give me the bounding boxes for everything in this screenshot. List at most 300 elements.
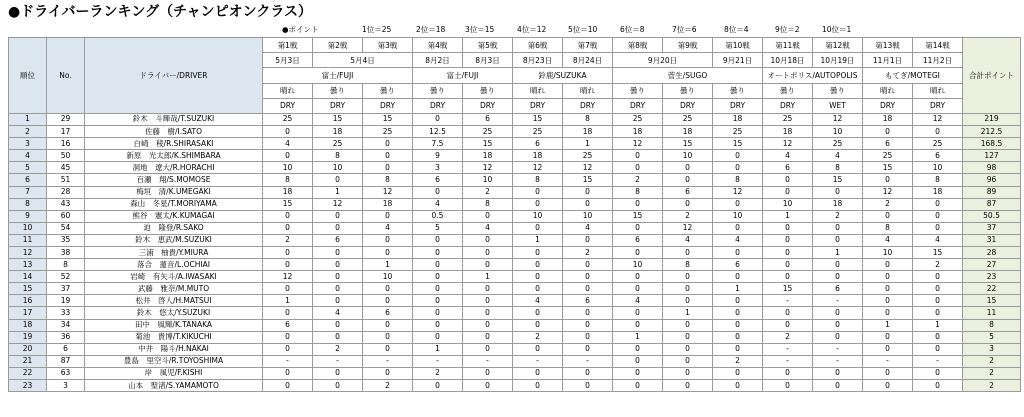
points-cell: 8 <box>913 174 963 186</box>
total-cell: 11 <box>963 307 1021 319</box>
points-cell: 0 <box>713 198 763 210</box>
points-cell: 18 <box>463 150 513 162</box>
points-cell: 0 <box>613 162 663 174</box>
car-number-cell: 52 <box>47 271 85 283</box>
points-cell: 6 <box>263 319 313 331</box>
points-cell: 0 <box>713 343 763 355</box>
points-cell: 0 <box>263 367 313 379</box>
points-cell: 0 <box>513 283 563 295</box>
header-surface: DRY <box>763 98 813 113</box>
header-surface: DRY <box>413 98 463 113</box>
header-weather: 曇り <box>313 83 363 98</box>
points-cell: 6 <box>913 150 963 162</box>
car-number-cell: 35 <box>47 234 85 246</box>
points-cell: 0 <box>863 126 913 138</box>
table-row <box>9 283 1021 295</box>
points-cell: 0 <box>663 355 713 367</box>
points-cell: 0 <box>763 271 813 283</box>
driver-cell: 鈴木 恵武/M.SUZUKI <box>85 234 263 246</box>
points-cell: - <box>863 355 913 367</box>
points-cell: 15 <box>363 113 413 125</box>
points-cell: 0 <box>463 331 513 343</box>
points-cell: 8 <box>513 174 563 186</box>
points-cell: 0 <box>363 162 413 174</box>
rank-cell: 3 <box>9 138 47 150</box>
points-cell: 2 <box>863 198 913 210</box>
table-row <box>9 174 1021 186</box>
points-cell: 12 <box>363 186 413 198</box>
points-cell: - <box>513 355 563 367</box>
header-date: 11月2日 <box>913 53 963 68</box>
header-weather: 曇り <box>463 83 513 98</box>
points-legend-item: 9位＝2 <box>775 25 800 34</box>
points-cell: 10 <box>863 246 913 258</box>
points-cell: 0 <box>613 307 663 319</box>
car-number-cell: 8 <box>47 259 85 271</box>
points-cell: 2 <box>763 331 813 343</box>
points-cell: 0 <box>813 222 863 234</box>
points-cell: 12 <box>913 113 963 125</box>
header-round: 第7戦 <box>563 38 613 53</box>
points-legend-item: 6位＝8 <box>620 25 645 34</box>
points-cell: 0 <box>363 138 413 150</box>
points-cell: - <box>413 355 463 367</box>
driver-cell: 中井 陽斗/H.NAKAI <box>85 343 263 355</box>
car-number-cell: 60 <box>47 210 85 222</box>
car-number-cell: 34 <box>47 319 85 331</box>
table-row <box>9 367 1021 379</box>
points-cell: 8 <box>713 174 763 186</box>
points-cell: 0 <box>613 343 663 355</box>
points-cell: 0 <box>563 283 613 295</box>
points-cell: 10 <box>763 198 813 210</box>
total-cell: 96 <box>963 174 1021 186</box>
table-row <box>9 355 1021 367</box>
points-cell: - <box>563 355 613 367</box>
total-cell: 23 <box>963 271 1021 283</box>
points-cell: 0 <box>713 331 763 343</box>
points-cell: 6 <box>713 259 763 271</box>
points-cell: 0 <box>563 343 613 355</box>
points-cell: 0 <box>863 295 913 307</box>
points-cell: 9 <box>413 150 463 162</box>
driver-cell: 森山 冬星/T.MORIYAMA <box>85 198 263 210</box>
points-cell: 0 <box>763 367 813 379</box>
header-venue: 富士/FUJI <box>413 68 513 83</box>
points-cell: 0 <box>263 210 313 222</box>
points-cell: 1 <box>713 283 763 295</box>
points-cell: 15 <box>663 138 713 150</box>
header-surface: DRY <box>263 98 313 113</box>
points-cell: 0 <box>463 307 513 319</box>
header-round: 第13戦 <box>863 38 913 53</box>
points-cell: 12 <box>713 186 763 198</box>
total-cell: 15 <box>963 295 1021 307</box>
header-venue: オートポリス/AUTOPOLIS <box>763 68 863 83</box>
table-row <box>9 222 1021 234</box>
points-cell: 0 <box>413 234 463 246</box>
points-cell: 1 <box>863 319 913 331</box>
driver-cell: 豊島 里空斗/R.TOYOSHIMA <box>85 355 263 367</box>
rank-cell: 4 <box>9 150 47 162</box>
points-legend-item: 10位＝1 <box>822 25 852 34</box>
points-cell: 0 <box>313 367 363 379</box>
header-date: 8月3日 <box>463 53 513 68</box>
points-cell: 25 <box>363 126 413 138</box>
points-cell: 0 <box>263 283 313 295</box>
table-row <box>9 271 1021 283</box>
car-number-cell: 54 <box>47 222 85 234</box>
driver-cell: 佐藤 樹/I.SATO <box>85 126 263 138</box>
points-cell: 0 <box>313 380 363 392</box>
points-cell: 0 <box>713 150 763 162</box>
points-cell: - <box>363 355 413 367</box>
points-cell: 25 <box>563 150 613 162</box>
points-cell: 2 <box>313 343 363 355</box>
points-cell: 0 <box>463 380 513 392</box>
points-cell: 1 <box>913 319 963 331</box>
points-cell: 25 <box>313 138 363 150</box>
rank-cell: 11 <box>9 234 47 246</box>
rank-cell: 18 <box>9 319 47 331</box>
rank-cell: 7 <box>9 186 47 198</box>
points-cell: 0 <box>663 367 713 379</box>
header-surface: DRY <box>913 98 963 113</box>
points-cell: 6 <box>813 283 863 295</box>
table-row <box>9 331 1021 343</box>
standings-table <box>8 37 1021 392</box>
points-cell: 8 <box>863 222 913 234</box>
points-cell: 4 <box>563 222 613 234</box>
points-cell: 25 <box>513 126 563 138</box>
points-cell: 0 <box>763 222 813 234</box>
points-legend-item: 5位＝10 <box>568 25 598 34</box>
header-surface: DRY <box>513 98 563 113</box>
points-cell: 0 <box>913 271 963 283</box>
points-cell: 25 <box>263 113 313 125</box>
total-cell: 2 <box>963 367 1021 379</box>
points-cell: 0 <box>613 380 663 392</box>
points-cell: 18 <box>363 198 413 210</box>
points-cell: 2 <box>263 234 313 246</box>
header-round: 第6戦 <box>513 38 563 53</box>
driver-cell: 田中 風輝/K.TANAKA <box>85 319 263 331</box>
points-cell: 10 <box>463 174 513 186</box>
header-round: 第11戦 <box>763 38 813 53</box>
points-cell: 2 <box>913 259 963 271</box>
header-weather: 曇り <box>413 83 463 98</box>
rank-cell: 15 <box>9 283 47 295</box>
points-cell: 0 <box>913 198 963 210</box>
points-cell: 0 <box>413 331 463 343</box>
points-cell: 0 <box>913 367 963 379</box>
points-cell: 0 <box>413 319 463 331</box>
points-cell: 0 <box>613 367 663 379</box>
header-no: No. <box>47 38 85 114</box>
points-cell: 15 <box>513 113 563 125</box>
header-round: 第5戦 <box>463 38 513 53</box>
points-cell: 6 <box>563 295 613 307</box>
points-cell: 0 <box>263 331 313 343</box>
table-row <box>9 113 1021 125</box>
points-cell: 6 <box>463 113 513 125</box>
total-cell: 8 <box>963 319 1021 331</box>
points-cell: 10 <box>813 126 863 138</box>
car-number-cell: 19 <box>47 295 85 307</box>
points-cell: 0 <box>363 367 413 379</box>
header-surface: DRY <box>863 98 913 113</box>
header-weather: 曇り <box>663 83 713 98</box>
table-row <box>9 295 1021 307</box>
points-legend <box>0 24 1024 36</box>
rank-cell: 21 <box>9 355 47 367</box>
points-cell: 0 <box>813 331 863 343</box>
points-cell: 0 <box>413 186 463 198</box>
points-cell: 0 <box>463 210 513 222</box>
points-cell: 6 <box>863 138 913 150</box>
header-driver: ドライバー/DRIVER <box>85 38 263 114</box>
header-weather: 晴れ <box>863 83 913 98</box>
points-cell: 0 <box>513 271 563 283</box>
points-cell: 18 <box>313 126 363 138</box>
points-cell: 0 <box>563 319 613 331</box>
car-number-cell: 45 <box>47 162 85 174</box>
points-cell: 0 <box>763 380 813 392</box>
points-cell: - <box>763 343 813 355</box>
points-cell: 0 <box>413 113 463 125</box>
points-cell: 0 <box>563 271 613 283</box>
points-cell: 0 <box>613 222 663 234</box>
points-cell: - <box>813 343 863 355</box>
points-cell: 0 <box>513 259 563 271</box>
points-cell: 18 <box>913 186 963 198</box>
points-legend-item: 4位＝12 <box>517 25 547 34</box>
points-cell: 0 <box>863 259 913 271</box>
points-cell: 0 <box>663 271 713 283</box>
points-cell: 4 <box>413 198 463 210</box>
points-cell: 0 <box>913 343 963 355</box>
points-cell: 0 <box>413 283 463 295</box>
points-cell: 0 <box>463 343 513 355</box>
points-cell: 0 <box>413 307 463 319</box>
points-cell: 8 <box>563 113 613 125</box>
points-cell: 0 <box>613 246 663 258</box>
rank-cell: 22 <box>9 367 47 379</box>
rank-cell: 8 <box>9 198 47 210</box>
total-cell: 28 <box>963 246 1021 258</box>
header-date: 11月1日 <box>863 53 913 68</box>
points-cell: 0 <box>263 150 313 162</box>
table-row <box>9 319 1021 331</box>
points-cell: - <box>263 355 313 367</box>
points-legend-item: 1位＝25 <box>362 25 392 34</box>
points-cell: 2 <box>713 355 763 367</box>
points-cell: 12 <box>663 222 713 234</box>
points-cell: 0 <box>613 319 663 331</box>
points-cell: 0 <box>463 295 513 307</box>
points-cell: 0 <box>863 210 913 222</box>
driver-cell: 武藤 雅奈/M.MUTO <box>85 283 263 295</box>
table-row <box>9 126 1021 138</box>
points-cell: 0 <box>713 295 763 307</box>
points-cell: 0 <box>713 367 763 379</box>
points-cell: 18 <box>263 186 313 198</box>
points-cell: 0 <box>463 367 513 379</box>
rank-cell: 14 <box>9 271 47 283</box>
points-cell: 18 <box>863 113 913 125</box>
points-cell: 0 <box>363 343 413 355</box>
points-cell: 0 <box>663 246 713 258</box>
header-round: 第8戦 <box>613 38 663 53</box>
points-cell: 8 <box>613 186 663 198</box>
points-cell: 15 <box>613 210 663 222</box>
header-weather: 晴れ <box>513 83 563 98</box>
points-cell: 0 <box>763 259 813 271</box>
points-cell: 4 <box>763 150 813 162</box>
points-cell: 1 <box>513 234 563 246</box>
points-cell: 0 <box>313 259 363 271</box>
car-number-cell: 63 <box>47 367 85 379</box>
header-surface: DRY <box>563 98 613 113</box>
points-cell: 2 <box>463 186 513 198</box>
total-cell: 3 <box>963 343 1021 355</box>
total-cell: 22 <box>963 283 1021 295</box>
points-cell: 10 <box>663 150 713 162</box>
points-cell: 0 <box>613 150 663 162</box>
driver-cell: 迫 隆登/R.SAKO <box>85 222 263 234</box>
points-cell: 12 <box>613 138 663 150</box>
points-cell: 2 <box>663 210 713 222</box>
points-cell: 18 <box>613 126 663 138</box>
rank-cell: 16 <box>9 295 47 307</box>
points-cell: 6 <box>763 162 813 174</box>
header-round: 第4戦 <box>413 38 463 53</box>
points-cell: 0 <box>563 234 613 246</box>
table-row <box>9 307 1021 319</box>
points-cell: 0 <box>463 283 513 295</box>
points-cell: 18 <box>563 126 613 138</box>
header-weather: 曇り <box>713 83 763 98</box>
points-cell: 0 <box>813 307 863 319</box>
header-date: 9月20日 <box>613 53 713 68</box>
points-cell: 4 <box>313 307 363 319</box>
points-cell: 0 <box>413 246 463 258</box>
header-date: 10月19日 <box>813 53 863 68</box>
total-cell: 87 <box>963 198 1021 210</box>
points-cell: 0 <box>513 343 563 355</box>
driver-cell: 鈴木 斗輝哉/T.SUZUKI <box>85 113 263 125</box>
points-cell: 2 <box>813 210 863 222</box>
header-date: 5月3日 <box>263 53 313 68</box>
rank-cell: 23 <box>9 380 47 392</box>
points-cell: 0 <box>263 222 313 234</box>
points-cell: 0 <box>713 162 763 174</box>
header-round: 第12戦 <box>813 38 863 53</box>
points-cell: 0 <box>613 355 663 367</box>
driver-cell: 山本 聖渚/S.YAMAMOTO <box>85 380 263 392</box>
points-cell: 18 <box>763 126 813 138</box>
points-cell: 0 <box>863 343 913 355</box>
header-venue: 富士/FUJI <box>263 68 413 83</box>
header-date: 10月18日 <box>763 53 813 68</box>
points-legend-item: 8位＝4 <box>724 25 749 34</box>
points-cell: 8 <box>463 198 513 210</box>
points-cell: 0 <box>813 186 863 198</box>
driver-cell: 新原 光太郎/K.SHIMBARA <box>85 150 263 162</box>
car-number-cell: 28 <box>47 186 85 198</box>
table-row <box>9 234 1021 246</box>
points-cell: 0 <box>413 271 463 283</box>
points-cell: 0 <box>663 343 713 355</box>
points-cell: 0 <box>263 246 313 258</box>
total-cell: 219 <box>963 113 1021 125</box>
driver-cell: 鈴木 悠太/Y.SUZUKI <box>85 307 263 319</box>
car-number-cell: 6 <box>47 343 85 355</box>
driver-cell: 白崎 稜/R.SHIRASAKI <box>85 138 263 150</box>
car-number-cell: 43 <box>47 198 85 210</box>
header-date: 9月21日 <box>713 53 763 68</box>
points-cell: 0 <box>663 174 713 186</box>
points-cell: 5 <box>413 222 463 234</box>
driver-cell: 松井 啓人/H.MATSUI <box>85 295 263 307</box>
points-cell: 0 <box>363 150 413 162</box>
total-cell: 168.5 <box>963 138 1021 150</box>
points-cell: - <box>913 355 963 367</box>
total-cell: 5 <box>963 331 1021 343</box>
points-cell: 0 <box>863 331 913 343</box>
points-cell: 1 <box>813 246 863 258</box>
points-cell: 18 <box>513 150 563 162</box>
points-cell: 4 <box>513 295 563 307</box>
car-number-cell: 33 <box>47 307 85 319</box>
points-cell: 2 <box>563 246 613 258</box>
points-cell: 0 <box>313 319 363 331</box>
total-cell: 37 <box>963 222 1021 234</box>
points-cell: 6 <box>313 234 363 246</box>
points-cell: 0 <box>263 126 313 138</box>
header-round: 第9戦 <box>663 38 713 53</box>
points-cell: 0 <box>463 319 513 331</box>
rank-cell: 17 <box>9 307 47 319</box>
points-cell: 15 <box>313 113 363 125</box>
points-cell: 0 <box>513 367 563 379</box>
points-cell: 0 <box>763 246 813 258</box>
header-row-rounds <box>9 38 1021 53</box>
points-cell: 3 <box>413 162 463 174</box>
points-cell: 1 <box>463 271 513 283</box>
points-cell: 10 <box>713 210 763 222</box>
header-round: 第2戦 <box>313 38 363 53</box>
points-cell: 0 <box>513 198 563 210</box>
points-cell: 12 <box>863 186 913 198</box>
header-round: 第1戦 <box>263 38 313 53</box>
points-cell: 0 <box>763 307 813 319</box>
points-cell: 4 <box>613 295 663 307</box>
points-cell: 0 <box>763 234 813 246</box>
points-cell: 0 <box>863 367 913 379</box>
points-cell: 0 <box>313 331 363 343</box>
points-cell: 0 <box>513 319 563 331</box>
header-surface: DRY <box>713 98 763 113</box>
car-number-cell: 87 <box>47 355 85 367</box>
points-cell: 0 <box>813 259 863 271</box>
points-cell: 0 <box>313 210 363 222</box>
points-cell: 25 <box>763 113 813 125</box>
points-cell: 15 <box>763 283 813 295</box>
points-cell: 6 <box>363 307 413 319</box>
points-cell: 0 <box>563 198 613 210</box>
points-cell: 6 <box>613 234 663 246</box>
